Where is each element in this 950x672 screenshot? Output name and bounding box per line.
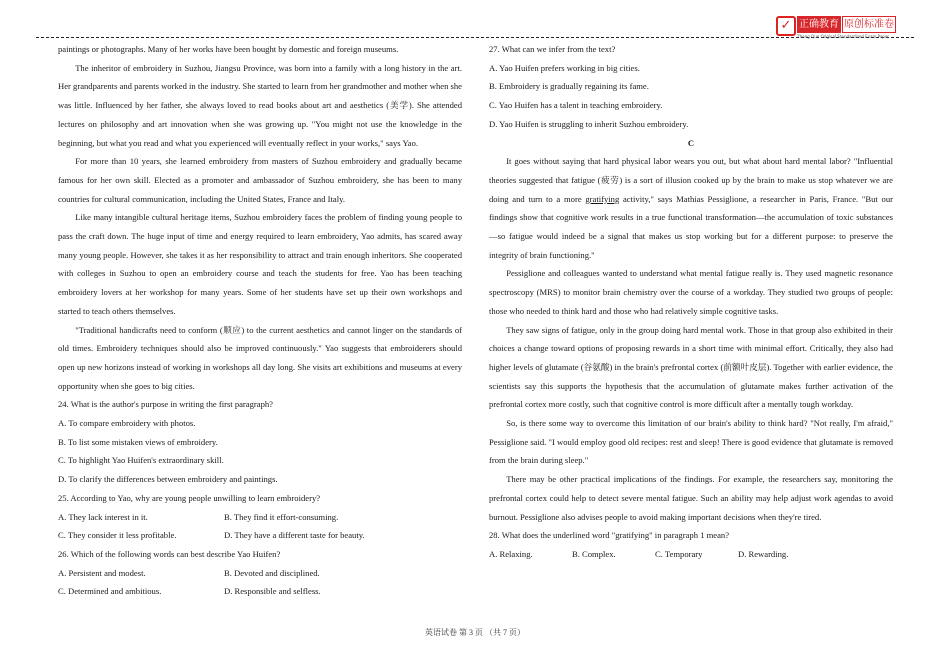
question-25-options-row — [58, 526, 462, 545]
question-24-option-c: C. To highlight Yao Huifen's extraordinary skill. — [58, 455, 224, 466]
publisher-logo — [776, 14, 896, 38]
logo-text-brand: 正确教育 — [797, 16, 841, 33]
question-25-option-a: A. They lack interest in it. — [58, 511, 148, 522]
question-26-options-row — [58, 564, 462, 583]
passage-paragraph: For more than 10 years, she learned embroidery from masters of Suzhou embroidery and gradually became famous for her own skill. Elected as a promoter and ambassador of Suzhou embroidery, she has been to many countries for cultural communication, including the United States, France and Italy. — [58, 156, 462, 204]
paragraph-text: It goes without saying that hard physical labor wears you out, but what about hard mental labor? "Influential theories suggested that fatigue (疲劳) is a sort of illusion cooked up by the brain to make us stop whatever we are doing and turn to a more — [489, 156, 893, 204]
paragraph-text: activity," says Mathias Pessiglione, a researcher in Paris, France. "But our findings show that cognitive work results in a true functional transformation—the accumulation of toxic substances—so fatigue would indeed be a signal that makes us stop working but for a different purpose: to preserve the integrity of brain functioning." — [489, 193, 893, 260]
passage-paragraph: "Traditional handicrafts need to conform (顺应) to the current aesthetics and cannot linger on the standards of old times. Embroidery techniques should also be improved continuously." Yao suggests that embroiderers should open up new horizons instead of working in workshops all day long. She visits art exhibitions and museums at every opportunity when she goes to big cities. — [58, 324, 462, 391]
question-25-option-b: B. They find it effort-consuming. — [224, 511, 339, 522]
passage-paragraph: So, is there some way to overcome this limitation of our brain's ability to think hard? "Not really, I'm afraid," Pessiglione said. "I would employ good old recipes: rest and sleep! There is good evidence that glutamate is removed from the brain during sleep." — [489, 418, 893, 466]
question-26-option-d: D. Responsible and selfless. — [224, 586, 321, 597]
question-24-stem: 24. What is the author's purpose in writing the first paragraph? — [58, 399, 273, 410]
question-28-option-a: A. Relaxing. — [489, 548, 533, 559]
question-25-options-row — [58, 508, 462, 527]
passage-paragraph: There may be other practical implications of the findings. For example, the researchers say, monitoring the prefrontal cortex could help to detect severe mental fatigue. Such an ability may help adjust work agendas to avoid burnout. Pessiglione also advises people to avoid making important decisions when they're tired. — [489, 474, 893, 522]
passage-paragraph: They saw signs of fatigue, only in the group doing hard mental work. Those in that group also exhibited in their choices a change toward options of proposing rewards in a short time with minimal effort. Critically, they also had higher levels of glutamate (谷氨酸) in the brain's prefrontal cortex (前额叶皮层). Together with earlier evidence, the scientists say this supports the hypothesis that the accumulation of glutamate makes further activation of the prefrontal cortex more costly, such that cognitive control is more difficult after a mentally tough workday. — [489, 324, 893, 410]
question-25-option-d: D. They have a different taste for beauty. — [224, 530, 365, 541]
question-24-option-b: B. To list some mistaken views of embroidery. — [58, 436, 218, 447]
question-24-option-a: A. To compare embroidery with photos. — [58, 418, 196, 429]
question-24-option-d: D. To clarify the differences between embroidery and paintings. — [58, 474, 278, 485]
question-26-option-c: C. Determined and ambitious. — [58, 586, 162, 597]
question-28-option-b: B. Complex. — [572, 548, 616, 559]
question-28-stem: 28. What does the underlined word "gratifying" in paragraph 1 mean? — [489, 530, 730, 541]
question-27-option-b: B. Embroidery is gradually regaining its fame. — [489, 81, 649, 92]
question-26-option-b: B. Devoted and disciplined. — [224, 567, 320, 578]
underlined-word: gratifying — [585, 193, 620, 204]
passage-paragraph: Like many intangible cultural heritage items, Suzhou embroidery faces the problem of finding young people to pass the craft down. The huge input of time and energy required to learn embroidery, Yao admits, has scared away many young people. However, she takes it as her responsibility to attract and train enough inheritors. She cooperated with colleges in Suzhou to open an embroidery course and teach the students for free. Yao has been teaching embroidery lovers at her workshop for many years. Some of her students have set up their own workshops and started to teach others themselves. — [58, 212, 462, 316]
page-footer: 英语试卷 第 3 页 （共 7 页） — [425, 628, 525, 637]
question-28-options-row — [489, 545, 893, 564]
logo-text-title: 原创标准卷 — [842, 16, 896, 33]
question-26-options-row — [58, 582, 462, 601]
passage-paragraph — [489, 152, 893, 264]
logo-subtitle: Zheng Que Original Standardized Exam Paper — [797, 34, 889, 39]
question-27-stem: 27. What can we infer from the text? — [489, 44, 616, 54]
section-heading: C — [687, 137, 695, 148]
question-26-option-a: A. Persistent and modest. — [58, 567, 146, 578]
question-25-option-c: C. They consider it less profitable. — [58, 530, 177, 541]
question-28-option-d: D. Rewarding. — [738, 548, 789, 559]
question-25-stem: 25. According to Yao, why are young people unwilling to learn embroidery? — [58, 492, 321, 503]
question-27-option-c: C. Yao Huifen has a talent in teaching embroidery. — [489, 100, 663, 111]
checkmark-icon: ✓ — [776, 16, 796, 36]
left-column — [58, 40, 462, 601]
passage-paragraph: paintings or photographs. Many of her works have been bought by domestic and foreign museums. — [58, 44, 399, 54]
question-27-option-d: D. Yao Huifen is struggling to inherit Suzhou embroidery. — [489, 118, 689, 129]
passage-paragraph: The inheritor of embroidery in Suzhou, Jiangsu Province, was born into a family with a long history in the art. Her grandparents and parents worked in the industry. She started to learn from her grandmother and mother when she was little. Influenced by her father, she always loved to read books about art and aesthetics (美学). She attended lectures on philosophy and art innovation when she was growing up. "You might not use the knowledge in the beginning, but what you read and what you experienced will eventually reflect in your works," says Yao. — [58, 62, 462, 148]
question-28-option-c: C. Temporary — [655, 548, 703, 559]
passage-paragraph: Pessiglione and colleagues wanted to understand what mental fatigue really is. They used magnetic resonance spectroscopy (MRS) to monitor brain chemistry over the course of a workday. They studied two groups of people: those who needed to think hard and those who had relatively simple cognitive tasks. — [489, 268, 893, 316]
question-27-option-a: A. Yao Huifen prefers working in big cities. — [489, 62, 640, 73]
question-26-stem: 26. Which of the following words can best describe Yao Huifen? — [58, 548, 281, 559]
right-column — [489, 40, 893, 564]
